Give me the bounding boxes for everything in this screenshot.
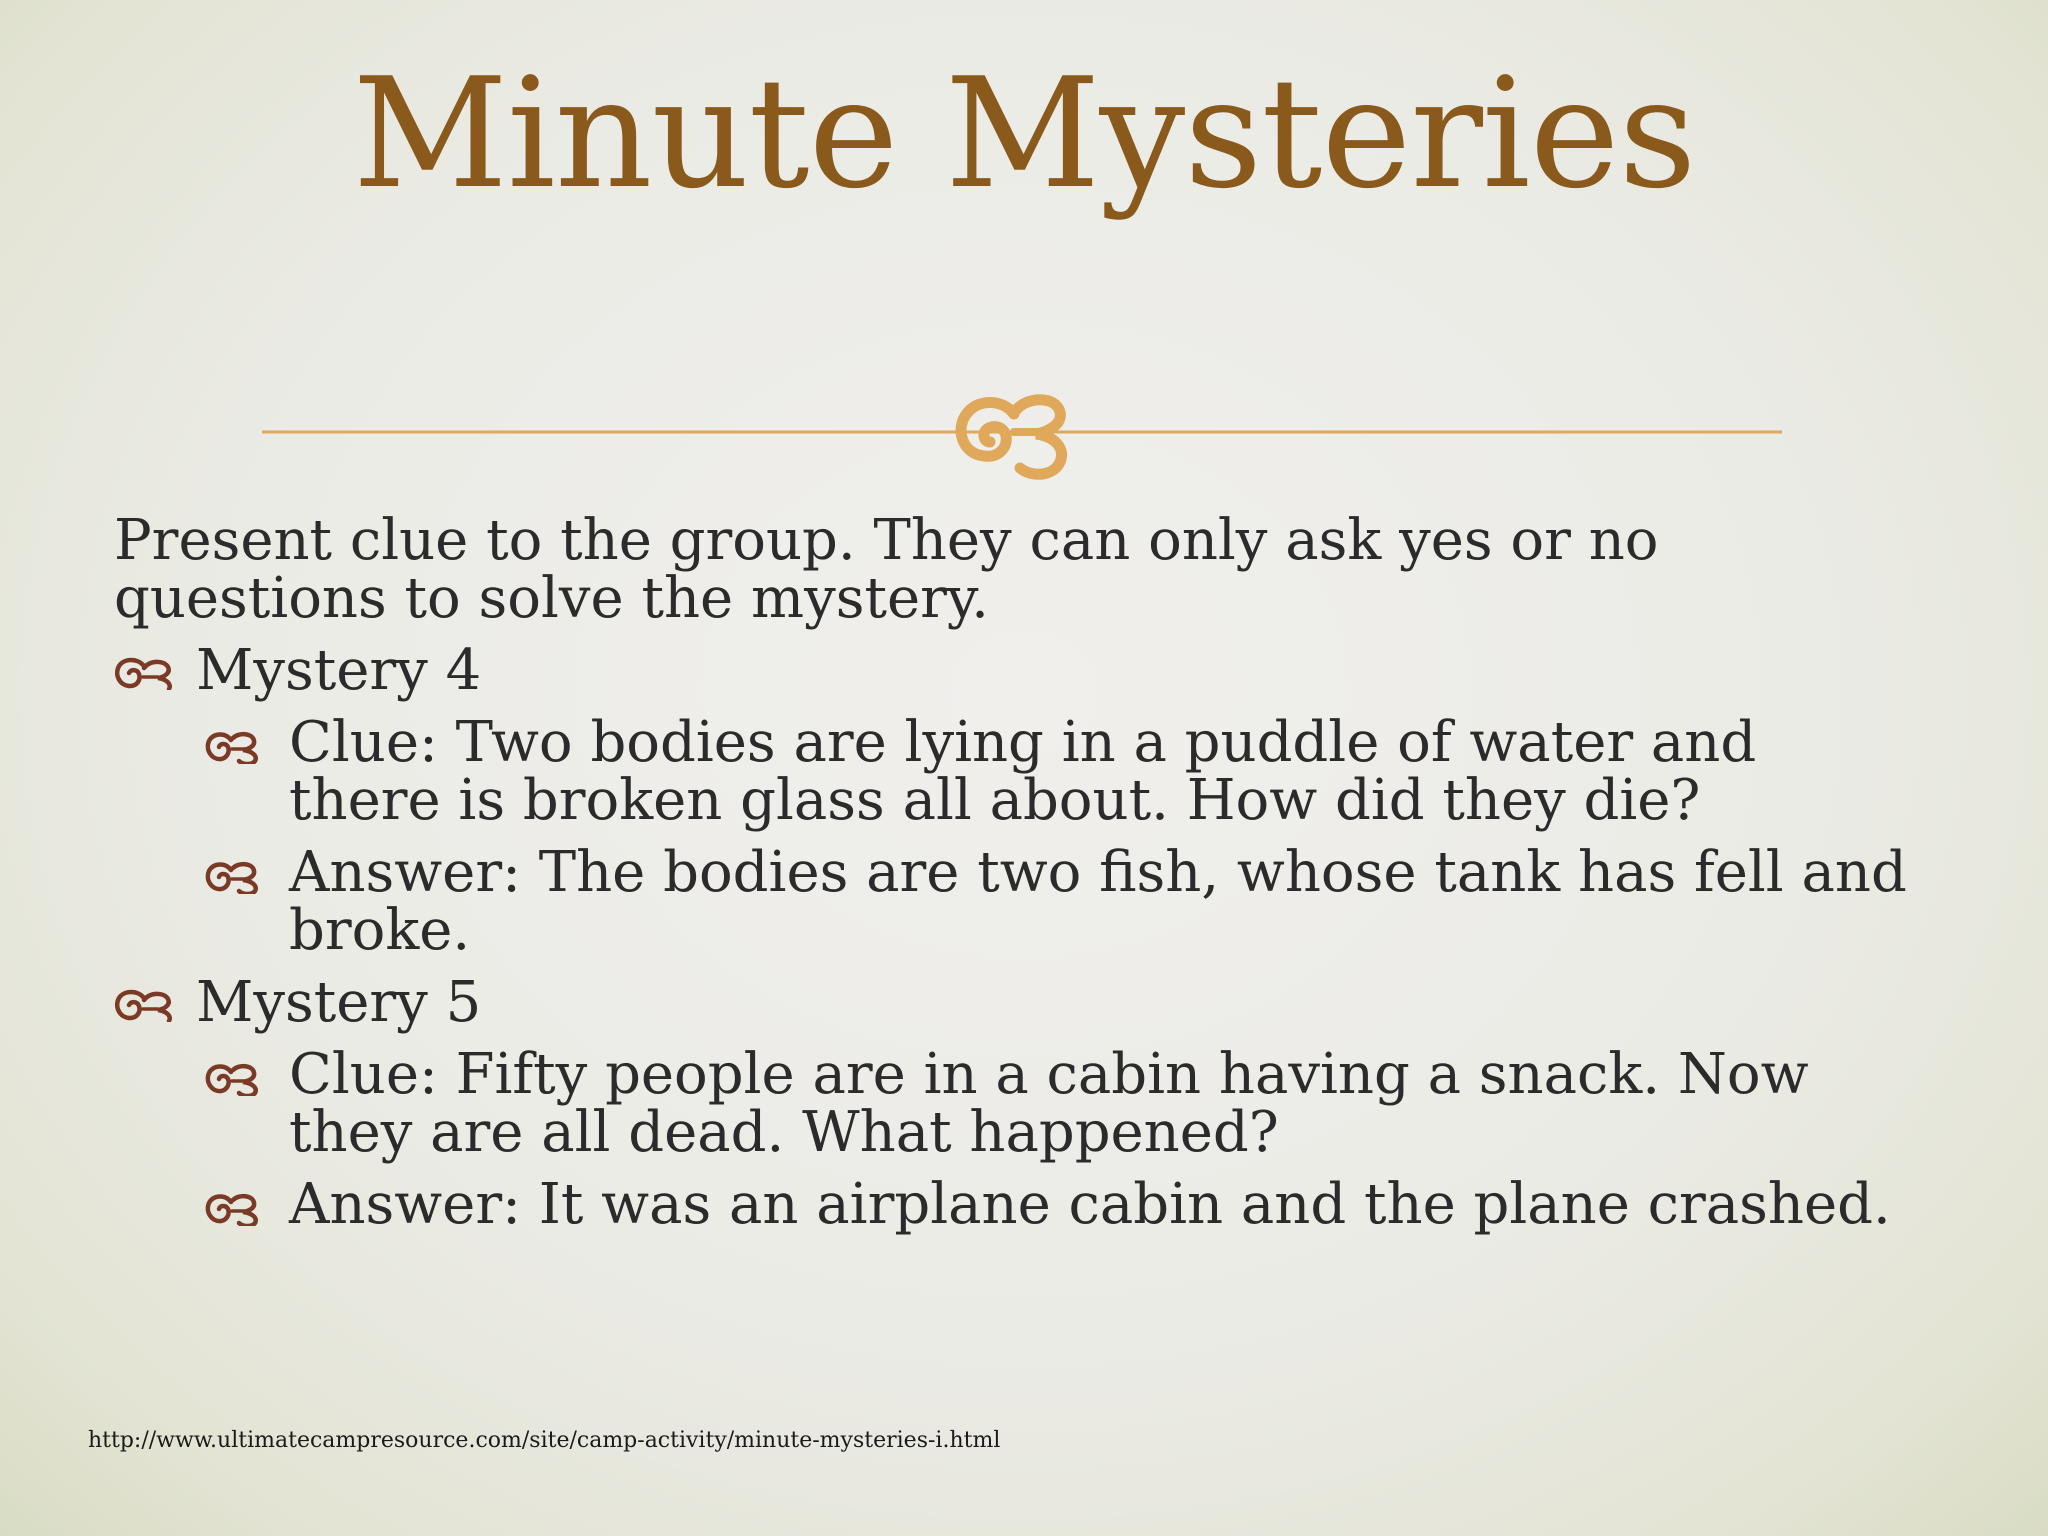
flourish-bullet-icon bbox=[205, 1062, 263, 1096]
source-url[interactable]: http://www.ultimatecampresource.com/site/camp-activity/minute-mysteries-i.html bbox=[88, 1428, 1001, 1453]
intro-text: Present clue to the group. They can only ask yes or no questions to solve the mystery. bbox=[114, 508, 1659, 631]
mystery-heading bbox=[114, 638, 1914, 703]
flourish-bullet-icon bbox=[114, 656, 176, 690]
flourish-bullet-icon bbox=[205, 860, 263, 894]
answer-item bbox=[289, 1172, 1914, 1237]
flourish-ornament-icon bbox=[961, 400, 1062, 475]
mystery-label: Mystery 4 bbox=[196, 638, 482, 703]
answer-text: Answer: It was an airplane cabin and the plane crashed. bbox=[289, 1172, 1891, 1237]
mystery-label: Mystery 5 bbox=[196, 970, 482, 1035]
title-divider bbox=[262, 370, 1782, 490]
flourish-bullet-icon bbox=[205, 730, 263, 764]
flourish-bullet-icon bbox=[205, 1192, 263, 1226]
mystery-heading bbox=[114, 970, 1914, 1035]
clue-text: Clue: Two bodies are lying in a puddle of water and there is broken glass all about. How did they die? bbox=[289, 710, 1757, 833]
slide-title: Minute Mysteries bbox=[352, 45, 1696, 222]
flourish-bullet-icon bbox=[114, 988, 176, 1022]
clue-item bbox=[289, 1042, 1914, 1165]
clue-text: Clue: Fifty people are in a cabin having a snack. Now they are all dead. What happened? bbox=[289, 1042, 1809, 1165]
clue-item bbox=[289, 710, 1914, 833]
answer-item bbox=[289, 840, 1914, 963]
answer-text: Answer: The bodies are two fish, whose tank has fell and broke. bbox=[289, 840, 1907, 963]
slide-body bbox=[114, 508, 1914, 1248]
